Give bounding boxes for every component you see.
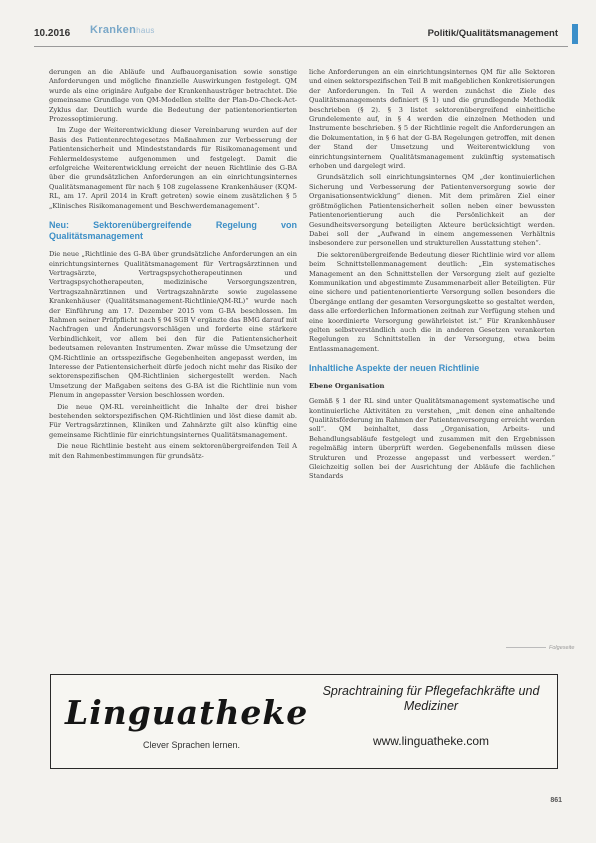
section-heading: Neu: Sektorenübergreifende Regelung von Qualitätsmanagement [49,220,297,242]
paragraph: Die neue Richtlinie besteht aus einem sektorenübergreifenden Teil A mit den Rahmenbestimmungen für grundsätz- [49,442,297,460]
section-heading: Inhaltliche Aspekte der neuen Richtlinie [309,363,480,374]
advertisement-banner[interactable] [50,674,558,769]
continued-marker: Folgeseite [506,645,574,651]
paragraph: Die neue QM-RL vereinheitlicht die Inhalte der drei bisher bestehenden sektorspezifischen QM-Richtlinien und löst diese damit ab. Für Vertragsärztinnen, Kliniken und Zahnärzte gilt also künftig eine gemeinsame Richtlinie für einrichtungsinternes Qualitätsmanagement. [49,402,297,439]
ad-url-link[interactable]: www.linguatheke.com [372,734,490,748]
paragraph: Gemäß § 1 der RL sind unter Qualitätsmanagement systematische und kontinuierliche Aktivitäten zu verstehen, „mit denen eine anhaltende Qualitätsförderung im Rahmen der Patientenversorgung erreicht werden soll“. QM beinhaltet, dass „Organisation, Arbeits- und Behandlungsabläufe festgelegt und zusammen mit den Ergebnissen regelmäßig intern überprüft werden. Gegebenenfalls müssen diese Strukturen und Prozesse angepasst und verbessert werden.“ Gleichzeitig sollen bei der Ausrichtung der Abläufe die fachlichen Standards [309,397,555,481]
section-tab-marker [572,24,578,44]
paragraph: Die neue „Richtlinie des G-BA über grundsätzliche Anforderungen an ein einrichtungsinternes Qualitätsmanagement für Vertragsärztinnen und Vertragsärzte, Vertragspsychotherapeutinnen und Vertragspsychotherapeuten, medizinische Versorgungszentren, Vertragszahnärztinnen und Vertragszahnärzte sowie zugelassene Krankenhäuser (Qualitätsmanagement-Richtlinie/QM-RL)“ wurde nach der Einführung am 17. Dezember 2015 vom G-BA beschlossen. Im Rahmen seiner Prüfpflicht nach § 94 SGB V ergänzte das BMG darauf mit Nachfragen und Änderungsvorschlägen und forderte eine stärkere Verbindlichkeit, vor allem bei den für die Patientensicherheit bedeutsamen relevanten Instrumenten. Zwar müsse die Umsetzung der QM-Richtlinie an ortsspezifische Gegebenheiten angepasst werden, im Interesse der Patientensicherheit dürfe jedoch nicht mehr das Risiko der sektorenspezifischen QM-Richtlinien sichergestellt werden. Nach Umsetzung der Maßgaben seitens des G-BA ist die Richtlinie nun vom Plenum in angepasster Version beschlossen worden. [49,250,297,400]
page-number: 861 [550,797,562,804]
article-column-right [309,68,555,484]
ad-brand-logo: Linguatheke [65,693,309,732]
magazine-logo: Krankenhaus [90,24,155,36]
subsection-heading: Ebene Organisation [309,382,385,391]
paragraph: Die sektorenübergreifende Bedeutung dieser Richtlinie wird vor allem beim Schnittstellenmanagement deutlich: „Ein systematisches Management an den Schnittstellen der Versorgung zielt auf gezielte Kommunikation und abgestimmte Zusammenarbeit aller Beteiligten. Für eine sichere und patientenorientierte Versorgung sollen besonders die Übergänge entlang der gesamten Versorgungskette so gestaltet werden, dass alle erforderlichen Informationen zeitnah zur Verfügung stehen und eine koordinierte Versorgung gewährleistet ist.“ Für Krankenhäuser gelten selbstverständlich auch die in anderen Gesetzen verankerten Regelungen zu Schnittstellen in der Versorgung, etwa beim Entlassmanagement. [309,250,555,353]
paragraph: Im Zuge der Weiterentwicklung dieser Vereinbarung wurden auf der Basis des Patientenrechtegesetzes Maßnahmen zur Verbesserung der Patientensicherheit und Mindeststandards für Risikomanagement und Fehlermeldesysteme aufgenommen und festgelegt. Damit die erfolgreiche Weiterentwicklung erreicht der neuen Richtlinie des G-BA über die grundsätzlichen Anforderungen an ein einrichtungsinternes Qualitätsmanagement für nach § 108 zugelassene Krankenhäuser (KQM-RL, am 17. April 2014 in Kraft getreten) sowie einem zusätzlichen § 5 „Klinisches Risikomanagement und Beschwerdemanagement“. [49,126,297,210]
paragraph: derungen an die Abläufe und Aufbauorganisation sowie sonstige Anforderungen und mögliche finanzielle Auswirkungen festgelegt. QM wurde als eine originäre Aufgabe der Krankenhausträger betrachtet. Die gemeinsame Grundlage von QM-Modellen stellte der Plan-Do-Check-Act-Zyklus dar. Deutlich wurde die Bedeutung der patientenorientierten Prozessoptimierung. [49,68,297,124]
issue-date: 10.2016 [34,28,71,39]
paragraph: liche Anforderungen an ein einrichtungsinternes QM für alle Sektoren und einen sektorspezifischen Teil B mit maßgeblichen Konkretisierungen der Anforderungen. In Teil A werden zunächst die Ziele des Qualitätsmanagements definiert (§ 1) und die grundlegende Methodik beschrieben (§ 2). § 3 listet sektorenübergreifend einheitliche Grundelemente auf, in § 4 werden die einzelnen Methoden und Instrumente beschrieben. § 5 der Richtlinie regelt die Anforderungen an die Dokumentation, in § 6 hat der G-BA Regelungen getroffen, mit denen der Stand der Umsetzung und Weiterentwicklung von einrichtungsinternem Qualitätsmanagement zukünftig systematisch erhoben und dargelegt wird. [309,68,555,171]
paragraph: Grundsätzlich soll einrichtungsinternes QM „der kontinuierlichen Sicherung und Verbesserung der Patientenversorgung sowie der Organisationsentwicklung“ dienen. Mit dem primären Ziel einer größtmöglichen Patientensicherheit sollen neben einer bewussten Patientenorientierung auch die Persönlichkeit an der Gesundheitsversorgung beteiligten Akteure berücksichtigt werden. Dabei soll der „Aufwand in einem angemessenen Verhältnis insbesondere zur personellen und strukturellen Ausstattung stehen“. [309,173,555,248]
ad-headline: Sprachtraining für Pflegefachkräfte und Mediziner [322,684,540,713]
section-title: Politik/Qualitätsmanagement [427,28,558,39]
page-header [34,24,568,47]
ad-slogan: Clever Sprachen lernen. [143,740,241,750]
article-column-left [49,68,297,463]
